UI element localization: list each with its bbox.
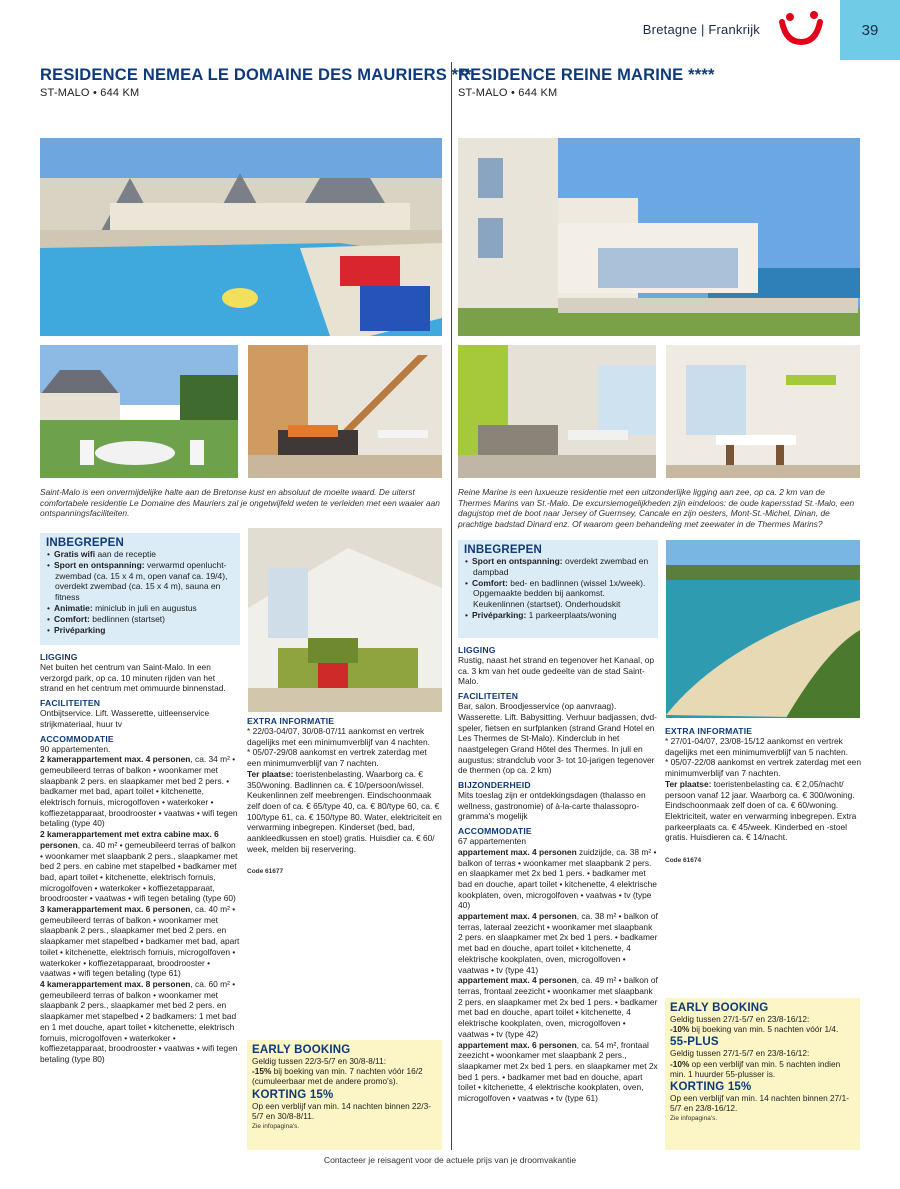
right-inbegrepen-heading: INBEGREPEN bbox=[464, 544, 543, 556]
right-dining-photo bbox=[666, 345, 860, 478]
left-ligging-heading: LIGGING bbox=[40, 652, 78, 662]
left-extra-heading: EXTRA INFORMATIE bbox=[247, 716, 335, 726]
right-early-heading: EARLY BOOKING bbox=[670, 1002, 769, 1014]
list-item: • Sport en ontspanning: verwarmd openlucht-zwembad (ca. 15 x 4 m, open vanaf ca. 19/4), overdekt zwembad (ca. 15 x 4 m), sauna en fitness bbox=[46, 560, 234, 603]
right-inbegrepen-box bbox=[458, 540, 658, 638]
left-korting-heading: KORTING 15% bbox=[252, 1088, 334, 1101]
left-title: RESIDENCE NEMEA LE DOMAINE DES MAURIERS *** bbox=[40, 66, 472, 84]
right-details bbox=[458, 645, 658, 1104]
left-info-note: Zie infopagina's. bbox=[252, 1123, 300, 1131]
right-unit-type-41: appartement max. 4 personen, ca. 38 m² • balkon of terras, lateraal zeezicht • woonkamer met slaapbank 2 pers. en slaapkamer met 2x bed 1 pers. • badkamer met bad en douche, apart toilet • kitchenette, 4 elektrische kookplaten, oven, microgolfoven • vaatwas • tv (type 41) bbox=[458, 911, 658, 975]
left-ter-plaatse: Ter plaatse: toeristenbelasting. Waarborg ca. € 350/woning. Badlinnen ca. € 10/persoon/wissel. Keukenlinnen zelf meebrengen. Eindschoonmaak zelf doen of ca. € 65/type 40, ca. € 80/type 60, ca. € 100/type 61, ca. € 150/type 80. Water, elektriciteit en verwarming inbegrepen. Kinderset (bed, bad, aankleedkussen en stoel) gratis. Huisdier ca. € 60/ week, melden bij reservering. bbox=[247, 768, 442, 854]
left-accommodatie-heading: ACCOMMODATIE bbox=[40, 733, 114, 744]
right-korting-text: Op een verblijf van min. 14 nachten binnen 27/1-5/7 en 23/8-16/12. bbox=[670, 1093, 849, 1114]
garden-photo bbox=[40, 345, 238, 478]
right-unit-type-42: appartement max. 4 personen, ca. 49 m² • balkon of terras, frontaal zeezicht • woonkamer met slaapbank 2 pers. en slaapkamer met 2x bed 1 pers. • badkamer met bad en douche, apart toilet • kitchenette, 4 elektrische kookplaten, oven, microgolfoven • vaatwas • tv (type 42) bbox=[458, 975, 658, 1039]
right-faciliteiten-text: Bar, salon. Broodjesservice (op aanvraag). Wasserette. Lift. Babysitting. Verhuur badjassen, dvd-speler, fietsen en surfplanken (strand Grand Hotel en Les Thermes de St-Malo). Kinderclub in het naastgelegen Grand Hôtel des Thermes. In juli en augustus: strandclub voor 3- tot 10-jarigen tegenover de thermen (op ca. 2 km) bbox=[458, 701, 657, 776]
list-item: • Sport en ontspanning: overdekt zwembad en dampbad bbox=[464, 556, 652, 578]
list-item: • Animatie: miniclub in juli en augustus bbox=[46, 603, 234, 614]
left-unit-type-61: 3 kamerappartement max. 6 personen, ca. 40 m² • gemeubileerd terras of balkon • woonkamer met slaapbank 2 pers., slaapkamer met bed 2 pers. en slaapkamer met stapelbed • badkamer met bad, apart toilet • kitchenette, elektrisch fornuis, microgolfoven • waterkoker • koffiezetapparaat, broodrooster • vaatwas • wifi tegen betaling (type 61) bbox=[40, 904, 240, 979]
left-intro: Saint-Malo is een onvermijdelijke halte aan de Bretonse kust en absoluut de moeite waard. De uiterst comfortabele residentie Le Domaine des Mauriers zal je ongetwijfeld weten te verleiden met een waaier aan ontspanningsfaciliteiten. bbox=[40, 487, 440, 519]
right-plus-1: Geldig tussen 27/1-5/7 en 23/8-16/12: bbox=[670, 1048, 810, 1059]
left-faciliteiten-heading: FACILITEITEN bbox=[40, 698, 101, 709]
right-plus-2: -10% op een verblijf van min. 5 nachten indien min. 1 huurder 55-plusser is. bbox=[670, 1058, 841, 1079]
right-info-note: Zie infopagina's. bbox=[670, 1115, 718, 1123]
left-inbegrepen-box bbox=[40, 533, 240, 645]
left-early-2: -15% bij boeking van min. 7 nachten vóór 16/2 (cumuleerbaar met de andere promo's). bbox=[252, 1066, 423, 1087]
beach-photo bbox=[666, 540, 860, 718]
left-code: Code 61677 bbox=[247, 868, 284, 876]
region-label: Bretagne | Frankrijk bbox=[642, 22, 760, 37]
right-faciliteiten-heading: FACILITEITEN bbox=[458, 691, 519, 702]
left-unit-type-60: 2 kamerappartement met extra cabine max. 6 personen, ca. 40 m² • gemeubileerd terras of balkon • woonkamer met slaapbank 2 pers., slaapkamer met bed 2 pers. en cabine met stapelbed • badkamer met bad, apart toilet • kitchenette, elektrisch fornuis, microgolfoven • waterkoker • koffiezetapparaat, broodrooster • vaatwas • wifi tegen betaling (type 60) bbox=[40, 829, 238, 904]
right-promo-box bbox=[665, 998, 860, 1150]
right-inbegrepen-list bbox=[464, 556, 652, 621]
left-faciliteiten-text: Ontbijtservice. Lift. Wasserette, uitleenservice strijkmateriaal, huur tv bbox=[40, 708, 210, 729]
right-extra-info bbox=[665, 726, 861, 864]
left-extra-2: * 05/07-29/08 aankomst en vertrek zaterdag met een minimumverblijf van 7 nachten. bbox=[247, 747, 427, 769]
right-living-room-photo bbox=[458, 345, 656, 478]
right-unit-type-61: appartement max. 6 personen, ca. 54 m², frontaal zeezicht • woonkamer met slaapbank 2 pers., slaapkamer met 2x bed 1 pers. en slaapkamer met 2x bed 1 pers. • badkamer met bad en douche, apart toilet • kitchenette, 4 elektrische kookplaten, oven, microgolfoven • vaatwas • tv (type 61) bbox=[458, 1039, 658, 1104]
page-number: 39 bbox=[840, 0, 900, 60]
left-inbegrepen-heading: INBEGREPEN bbox=[46, 537, 125, 549]
right-ligging-text: Rustig, naast het strand en tegenover het Kanaal, op ca. 3 km van het oude gedeelte van de stad Saint-Malo. bbox=[458, 655, 655, 687]
left-early-1: Geldig tussen 22/3-5/7 en 30/8-8/11: bbox=[252, 1056, 387, 1066]
left-appartementen-count: 90 appartementen. bbox=[40, 743, 111, 754]
right-subtitle: ST-MALO • 644 KM bbox=[458, 87, 558, 99]
right-intro: Reine Marine is een luxueuze residentie met een uitzonderlijke ligging aan zee, op ca. 2 km van de Thermes Marins van St.-Malo. De excursiemogelijkheden zijn eindeloos: de oude kapersstad St.-Malo, een dagujstop met de boot naar Jersey of Guernsey, Cancale en zijn oesters, Mont-St.-Michel, Dinan, de prachtige badstad Dinard enz. Of waarom geen behandeling met zeewater in de Thermes Marins? bbox=[458, 487, 855, 529]
column-divider bbox=[451, 62, 452, 1150]
left-ligging-text: Net buiten het centrum van Saint-Malo. In een verzorgd park, op ca. 10 minuten rijden van het strand en het centrum met ommuurde binnenstad. bbox=[40, 662, 226, 694]
right-extra-2: * 05/07-22/08 aankomst en vertrek zaterdag met een minimumverblijf van 7 nachten. bbox=[665, 757, 861, 779]
left-extra-info bbox=[247, 716, 442, 875]
right-extra-1: * 27/01-04/07, 23/08-15/12 aankomst en vertrek dagelijks met een minimumverblijf van 5 nachten. bbox=[665, 736, 848, 757]
residence-exterior-photo bbox=[458, 138, 860, 336]
left-early-heading: EARLY BOOKING bbox=[252, 1044, 351, 1056]
left-promo-box bbox=[247, 1040, 442, 1150]
pool-photo bbox=[40, 138, 442, 336]
footer-note: Contacteer je reisagent voor de actuele prijs van je droomvakantie bbox=[323, 1155, 577, 1165]
list-item: • Privéparking: 1 parkeerplaats/woning bbox=[464, 610, 652, 621]
right-early-2: -10% bij boeking van min. 5 nachten vóór 1/4. bbox=[670, 1024, 839, 1035]
tui-logo bbox=[778, 10, 824, 46]
right-title: RESIDENCE REINE MARINE **** bbox=[458, 66, 715, 84]
living-room-photo bbox=[248, 345, 442, 478]
left-details bbox=[40, 652, 240, 1065]
left-korting-text: Op een verblijf van min. 14 nachten binnen 22/3-5/7 en 30/8-8/11. bbox=[252, 1100, 431, 1121]
list-item: • Comfort: bed- en badlinnen (wissel 1x/week). Opgemaakte bedden bij aankomst. Keukenlinnen (startset). Onderhoudskit bbox=[464, 578, 652, 610]
right-appartementen-count: 67 appartementen bbox=[458, 836, 526, 847]
left-unit-type-80: 4 kamerappartement max. 8 personen, ca. 60 m² • gemeubileerd terras of balkon • woonkamer met slaapbank 2 pers., slaapkamer met bed 2 pers. en slaapkamer met stapelbed • 2 badkamers: 1 met bad en 1 met douche, apart toilet • kitchenette, elektrisch fornuis, microgolfoven • waterkoker • koffiezetapparaat, broodrooster • vaatwas • wifi tegen betaling (type 80) bbox=[40, 978, 238, 1064]
right-unit-type-40: appartement max. 4 personen zuidzijde, ca. 38 m² • balkon of terras • woonkamer met slaapbank 2 pers. en slaapkamer met 2x bed 1 pers. • badkamer met bad en douche, apart toilet • kitchenette, 4 elektrische kookplaten, oven, microgolfoven • vaatwas • tv (type 40) bbox=[458, 846, 657, 911]
left-unit-type-40: 2 kamerappartement max. 4 personen, ca. 34 m² • gemeubileerd terras of balkon • woonkamer met slaapbank 2 pers. en slaapkamer met bed 2 pers. • badkamer met bad, apart toilet • kitchenette, elektrisch fornuis, microgolfoven • waterkoker • koffiezetapparaat, broodrooster • vaatwas • wifi tegen betaling (type 40) bbox=[40, 754, 238, 829]
left-extra-1: * 22/03-04/07, 30/08-07/11 aankomst en vertrek dagelijks met een minimumverblijf van 4 nachten. bbox=[247, 726, 430, 747]
right-plus-heading: 55-PLUS bbox=[670, 1036, 719, 1049]
right-ter-plaatse: Ter plaatse: toeristenbelasting ca. € 2,05/nacht/ persoon vanaf 12 jaar. Waarborg ca. € 300/woning. Eindschoonmaak zelf doen of ca. € 60/woning. Elektriciteit, water en verwarming inbegrepen. Extra parkeerplaats ca. € 45/week. Kinderbed en -stoel gratis. Huisdieren ca. € 14/nacht. bbox=[665, 778, 857, 843]
right-bijzonderheid-text: Mits toeslag zijn er ontdekkingsdagen (thalasso en wellness, gastronomie) of à-la-carte thalassopro-gramma's mogelijk bbox=[458, 790, 646, 822]
right-accommodatie-heading: ACCOMMODATIE bbox=[458, 826, 532, 837]
right-extra-heading: EXTRA INFORMATIE bbox=[665, 726, 753, 736]
left-subtitle: ST-MALO • 644 KM bbox=[40, 87, 140, 99]
list-item: • Privéparking bbox=[46, 625, 234, 636]
right-bijzonderheid-heading: BIJZONDERHEID bbox=[458, 780, 531, 791]
bedroom-photo bbox=[248, 528, 442, 712]
right-code: Code 61674 bbox=[665, 857, 702, 865]
list-item: • Comfort: bedlinnen (startset) bbox=[46, 614, 234, 625]
list-item: • Gratis wifi aan de receptie bbox=[46, 549, 234, 560]
right-ligging-heading: LIGGING bbox=[458, 645, 496, 655]
right-early-1: Geldig tussen 27/1-5/7 en 23/8-16/12: bbox=[670, 1014, 810, 1024]
right-korting-heading: KORTING 15% bbox=[670, 1081, 752, 1094]
left-inbegrepen-list bbox=[46, 549, 234, 635]
